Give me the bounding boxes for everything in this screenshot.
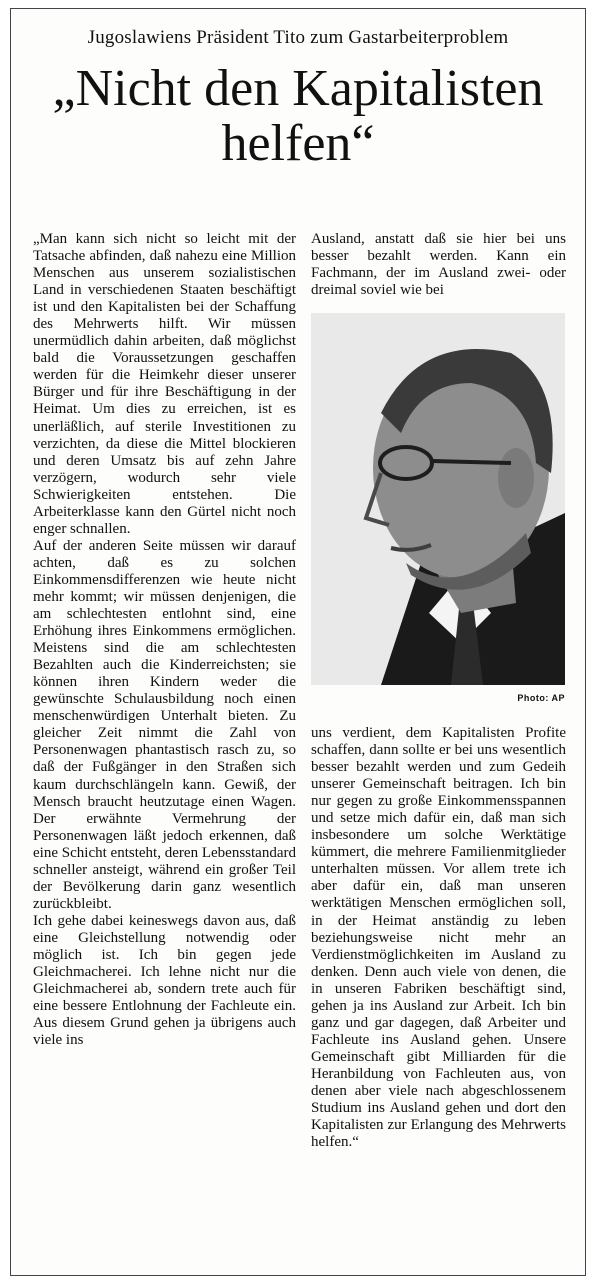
paragraph-1: „Man kann sich nicht so leicht mit der Tatsache abfinden, daß nahezu eine Million Menschen aus unserem sozialistischen Land in verschiedenen Staaten beschäftigt ist und den Kapitalisten bei der Schaffung des Mehrwerts hilft. Wir müssen unermüdlich dahin arbeiten, daß möglichst bald die Voraussetzungen geschaffen werden für die Heimkehr dieser unserer Bürger und für ihre Beschäftigung in der Heimat. Um dies zu erreichen, ist es unerläßlich, auf sterile Investitionen zu verzichten, da diese die Mittel blockieren und deren Umsatz bis auf zehn Jahre verzögern, wodurch sehr viele Schwierigkeiten entstehen. Die Arbeiterklasse kann den Gürtel nicht noch enger schnallen. (33, 231, 296, 537)
photo-credit: Photo: AP (517, 693, 565, 703)
paragraph-3: Ich gehe dabei keineswegs davon aus, daß eine Gleichstellung notwendig oder möglich ist. Ich bin gegen jede Gleichmacherei. Ich lehne nicht nur die Gleichmacherei ab, sondern trete auch für eine bessere Entlohnung der Fachleute ein. Aus diesem Grund gehen ja übrigens auch viele ins (33, 912, 296, 1049)
newspaper-clipping (10, 8, 586, 1276)
article-column-2-top: Ausland, anstatt daß sie hier bei uns besser bezahlt werden. Kann ein Fachmann, der im Ausland zwei- oder dreimal soviel wie bei (311, 231, 566, 299)
portrait-image (311, 313, 565, 685)
paragraph-2: Auf der anderen Seite müssen wir darauf achten, daß es zu solchen Einkommensdifferenzen wie heute nicht mehr kommt; wir müssen denjenigen, die am schlechtesten entlohnt sind, eine Erhöhung ihres Einkommens ermöglichen. Meistens sind die am schlechtesten Bezahlten auch die Kinderreichsten; sie können ihren Kindern weder die gewünschte Schulausbildung noch einen menschenwürdigen Unterhalt bieten. Zu gleicher Zeit nimmt die Zahl von Personenwagen phantastisch rasch zu, so daß der Fußgänger in den Straßen sich kaum durchschlängeln kann. Gewiß, der Mensch braucht heutzutage einen Wagen. Der erwähnte Vermehrung der Personenwagen läßt jedoch erkennen, daß eine Schicht entsteht, deren Lebensstandard schneller ansteigt, während ein großer Teil der Bevölkerung darin ganz wesentlich zurückbleibt. (33, 537, 296, 912)
article-headline: „Nicht den Kapitalisten helfen“ (52, 60, 544, 172)
article-column-2-bottom: uns verdient, dem Kapitalisten Profite schaffen, dann sollte er bei uns wesentlich besser bezahlt werden und zum Gedeih unserer Gemeinschaft beitragen. Ich bin nur gegen zu große Einkommensspannen und setze mich dafür ein, daß man sich insbesondere um solche Werktätige kümmert, die mehrere Familienmitglieder unterhalten müssen. Vor allem trete ich aber dafür ein, daß man unseren werktätigen Menschen ermöglichen soll, in der Heimat anständig zu leben beziehungsweise nicht mehr an Verdienstmöglichkeiten im Ausland zu denken. Denn auch viele von denen, die in unseren Fabriken beschäftigt sind, gehen ja ins Ausland zur Arbeit. Ich bin ganz und gar dagegen, daß Arbeiter und Fachleute ins Ausland gehen. Unsere Gemeinschaft gibt Milliarden für die Heranbildung von Fachleuten aus, von denen aber viele nach abgeschlossenem Studium ins Ausland gehen und dort den Kapitalisten zur Erlangung des Mehrwerts helfen.“ (311, 725, 566, 1151)
portrait-photo (311, 313, 565, 685)
article-kicker: Jugoslawiens Präsident Tito zum Gastarbeiterproblem (87, 27, 509, 48)
article-column-1 (33, 231, 296, 1256)
